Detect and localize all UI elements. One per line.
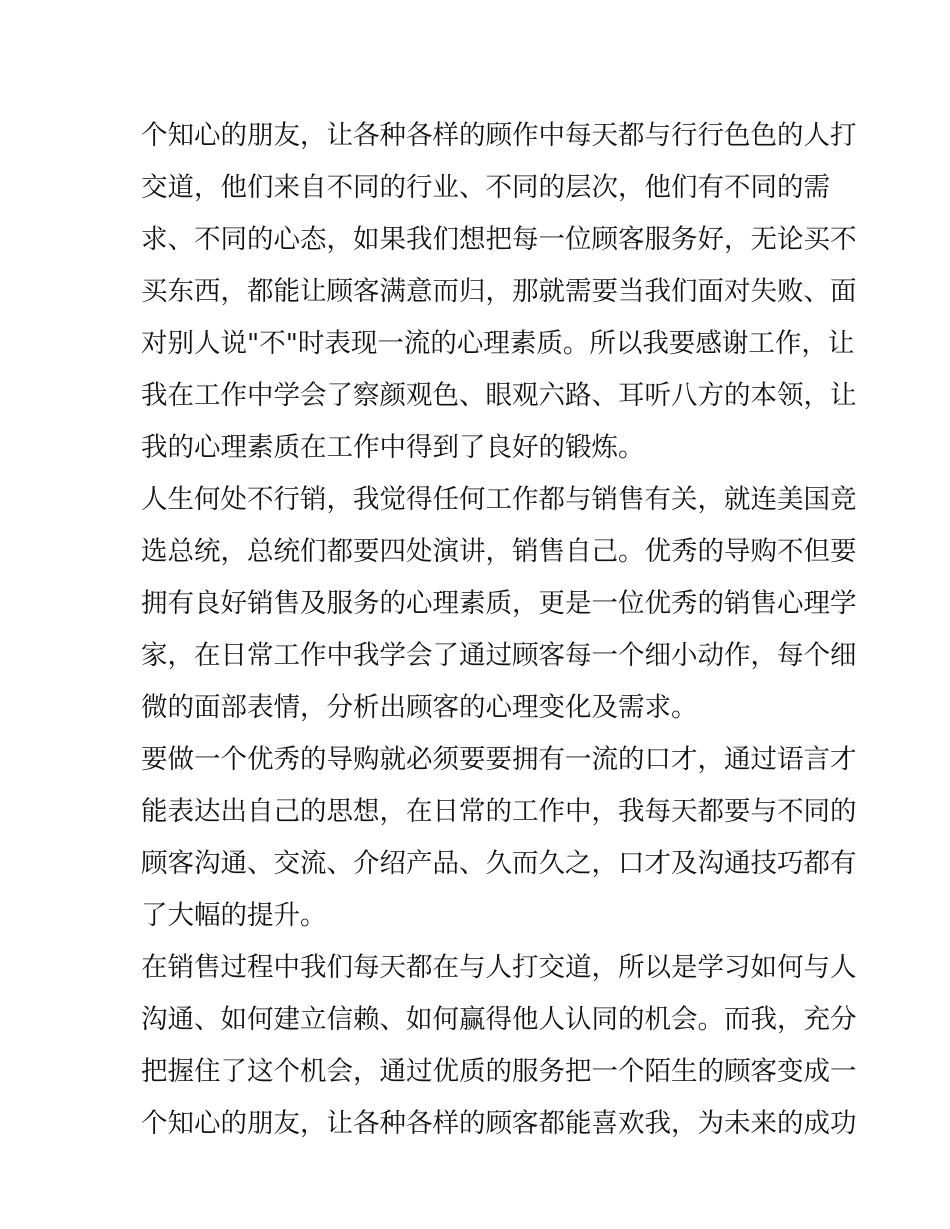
- text-line: 个知心的朋友，让各种各样的顾作中每天都与行行色色的人打: [141, 120, 857, 151]
- text-line: 要做一个优秀的导购就必须要要拥有一流的口才，通过语言才: [141, 744, 857, 775]
- text-line: 交道，他们来自不同的行业、不同的层次，他们有不同的需: [141, 172, 830, 203]
- document-body: [141, 110, 857, 1150]
- text-line: 拥有良好销售及服务的心理素质，更是一位优秀的销售心理学: [141, 588, 857, 619]
- text-line: 求、不同的心态，如果我们想把每一位顾客服务好，无论买不: [141, 224, 857, 255]
- text-line: 我在工作中学会了察颜观色、眼观六路、耳听八方的本领，让: [141, 380, 857, 411]
- text-line: 我的心理素质在工作中得到了良好的锻炼。: [141, 432, 645, 463]
- text-line: 人生何处不行销，我觉得任何工作都与销售有关，就连美国竞: [141, 484, 857, 515]
- text-line: 在销售过程中我们每天都在与人打交道，所以是学习如何与人: [141, 952, 857, 983]
- text-line: 选总统，总统们都要四处演讲，销售自己。优秀的导购不但要: [141, 536, 857, 567]
- text-line: 了大幅的提升。: [141, 900, 327, 931]
- text-line: 沟通、如何建立信赖、如何赢得他人认同的机会。而我，充分: [141, 1004, 857, 1035]
- text-line: 微的面部表情，分析出顾客的心理变化及需求。: [141, 692, 698, 723]
- text-line: 家，在日常工作中我学会了通过顾客每一个细小动作，每个细: [141, 640, 857, 671]
- text-line: 对别人说"不"时表现一流的心理素质。所以我要感谢工作，让: [141, 328, 855, 359]
- text-line: 把握住了这个机会，通过优质的服务把一个陌生的顾客变成一: [141, 1056, 857, 1087]
- text-line: 个知心的朋友，让各种各样的顾客都能喜欢我，为未来的成功: [141, 1108, 857, 1139]
- text-line: 顾客沟通、交流、介绍产品、久而久之，口才及沟通技巧都有: [141, 848, 857, 879]
- text-line: 买东西，都能让顾客满意而归，那就需要当我们面对失败、面: [141, 276, 857, 307]
- text-line: 能表达出自己的思想，在日常的工作中，我每天都要与不同的: [141, 796, 857, 827]
